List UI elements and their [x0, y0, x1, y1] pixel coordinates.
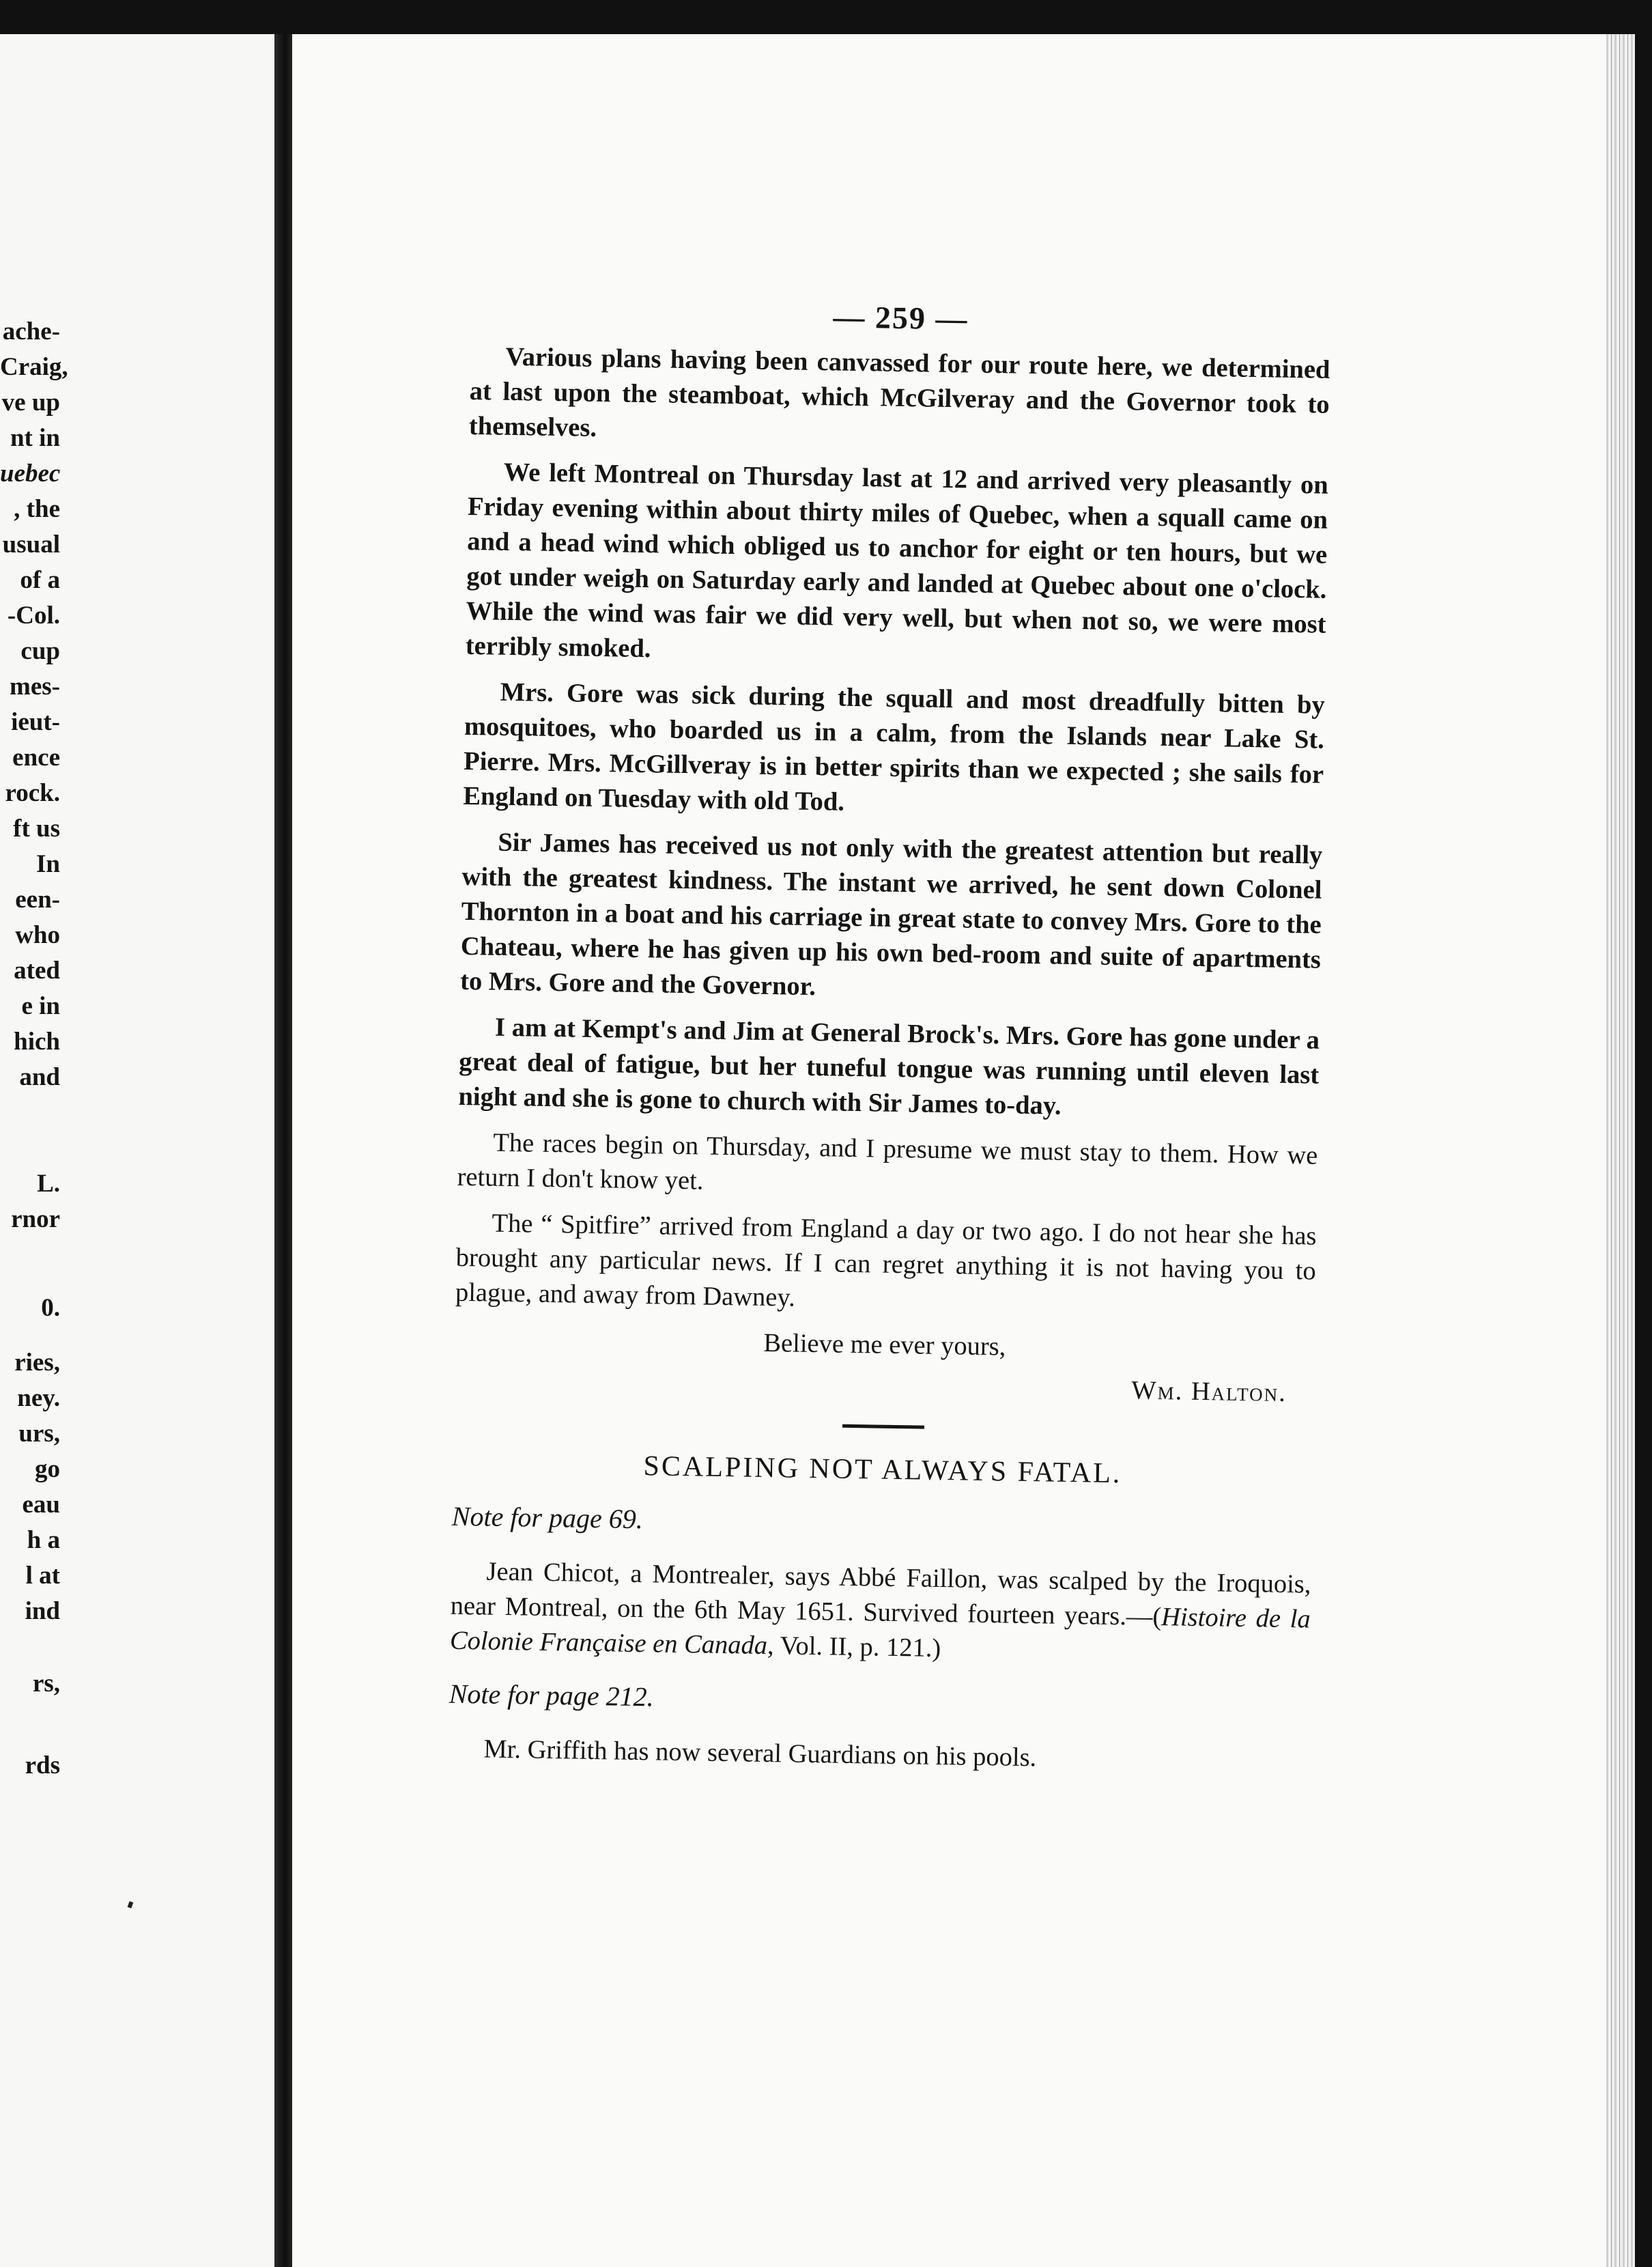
note-body-1-end: , Vol. II, p. 121.) [767, 1631, 941, 1663]
note-body-2: Mr. Griffith has now several Guardians on his pools. [483, 1734, 1037, 1773]
left-page-fragment: ated [14, 957, 60, 985]
left-page-fragment: rs, [32, 1670, 60, 1698]
letter-body [455, 339, 1330, 1324]
left-page-fragment: ft us [13, 815, 60, 843]
left-page-fragment: usual [2, 531, 60, 559]
letter-paragraph: The “ Spitfire” arrived from England a day or two ago. I do not hear she has brought any particular news. If I can regret anything it is not having you to plague, and away from Dawney. [455, 1209, 1317, 1312]
left-page-fragment: rds [25, 1751, 60, 1779]
left-page-fragment: -Col. [7, 602, 60, 630]
left-page-fragment: 0. [41, 1294, 60, 1322]
note-body-1 [450, 1554, 1311, 1672]
note-label-1: Note for page 69. [451, 1500, 644, 1535]
left-page-fragment: mes- [10, 673, 60, 701]
letter-paragraph: I am at Kempt's and Jim at General Brock's. Mrs. Gore has gone under a great deal of fatigue, but her tuneful tongue was running until eleven last night and she is gone to church with Sir James to-day. [458, 1013, 1320, 1121]
note-label-2: Note for page 212. [448, 1678, 655, 1713]
section-title: SCALPING NOT ALWAYS FATAL. [643, 1450, 1122, 1490]
left-page-fragment: uebec [0, 460, 61, 488]
scan-border-top [0, 0, 1652, 34]
letter-paragraph: Sir James has received us not only with the greatest attention but really with the greatest kindness. The instant we arrived, he sent down Colonel Thornton in a boat and his carriage in great state to convey Mrs. Gore to the Chateau, where he has given up his own bed-room and suite of apartments to Mrs. Gore and the Governor. [459, 828, 1323, 1002]
page-number: — 259 — [833, 299, 969, 337]
left-page-fragment: ind [25, 1597, 60, 1625]
left-page-fragment: e in [21, 992, 60, 1020]
left-page-fragment: h a [27, 1526, 60, 1554]
left-page-fragment: , the [14, 495, 60, 523]
scan-border-right [1635, 34, 1652, 2267]
letter-closing: Believe me ever yours, [763, 1328, 1006, 1362]
left-page-fragment: ries, [14, 1349, 60, 1377]
left-page-fragment: urs, [18, 1420, 60, 1448]
left-page-fragment: l at [25, 1562, 60, 1590]
left-page-fragment: L. [37, 1170, 60, 1198]
letter-paragraph: We left Montreal on Thursday last at 12 and arrived very pleasantly on Friday evening within about thirty miles of Quebec, when a squall came on and a head wind which obliged us to anchor for eight or ten hours, but we got under weigh on Saturday early and landed at Quebec about one o'clock. While the wind was fair we did very well, but when not so, we were most terribly smoked. [465, 457, 1329, 664]
letter-paragraph: Mrs. Gore was sick during the squall and most dreadfully bitten by mosquitoes, who boarded us in a calm, from the Islands near Lake St. Pierre. Mrs. McGillveray is in better spirits than we expected ; she sails for England on Tuesday with old Tod. [463, 677, 1326, 817]
left-page-fragment: ieut- [11, 708, 60, 736]
facing-page-left [0, 34, 274, 2267]
note-body-1-main: Jean Chicot, a Montrealer, says Abbé Faillon, was scalped by the Iroquois, near Montreal, on the 6th May 1651. Survived fourteen years.—( [450, 1557, 1311, 1632]
left-page-fragment: who [15, 921, 60, 949]
left-page-fragment: rnor [11, 1205, 60, 1233]
left-page-fragment: rock. [5, 779, 60, 807]
left-page-fragment: eau [22, 1491, 60, 1519]
left-page-fragment: ney. [17, 1384, 60, 1412]
section-divider [842, 1424, 924, 1429]
left-page-fragment: een- [15, 886, 60, 914]
left-page-fragment: Craig, [0, 353, 68, 381]
note-body-1-italic: Histoire de la Colonie Française en Canada [449, 1603, 1311, 1661]
left-page-fragment: In [36, 850, 60, 878]
left-page-fragment: go [35, 1455, 60, 1483]
left-page-fragment: cup [20, 637, 60, 665]
page-text-block [448, 294, 1331, 1798]
left-page-fragment: hich [14, 1028, 60, 1056]
letter-signature: Wm. Halton. [1131, 1376, 1287, 1407]
letter-paragraph: The races begin on Thursday, and I presume we must stay to them. How we return I don't know yet. [457, 1128, 1318, 1196]
left-page-fragment: ence [12, 744, 60, 772]
letter-paragraph: Various plans having been canvassed for our route here, we determined at last upon the steamboat, which McGilveray and the Governor took to themselves. [468, 342, 1330, 442]
left-page-fragment: ve up [1, 389, 60, 417]
left-page-fragment: nt in [10, 424, 60, 452]
left-page-fragment: of a [20, 566, 60, 594]
left-page-fragment: and [19, 1063, 60, 1091]
book-gutter [274, 34, 292, 2267]
left-page-fragment: ache- [2, 318, 60, 346]
